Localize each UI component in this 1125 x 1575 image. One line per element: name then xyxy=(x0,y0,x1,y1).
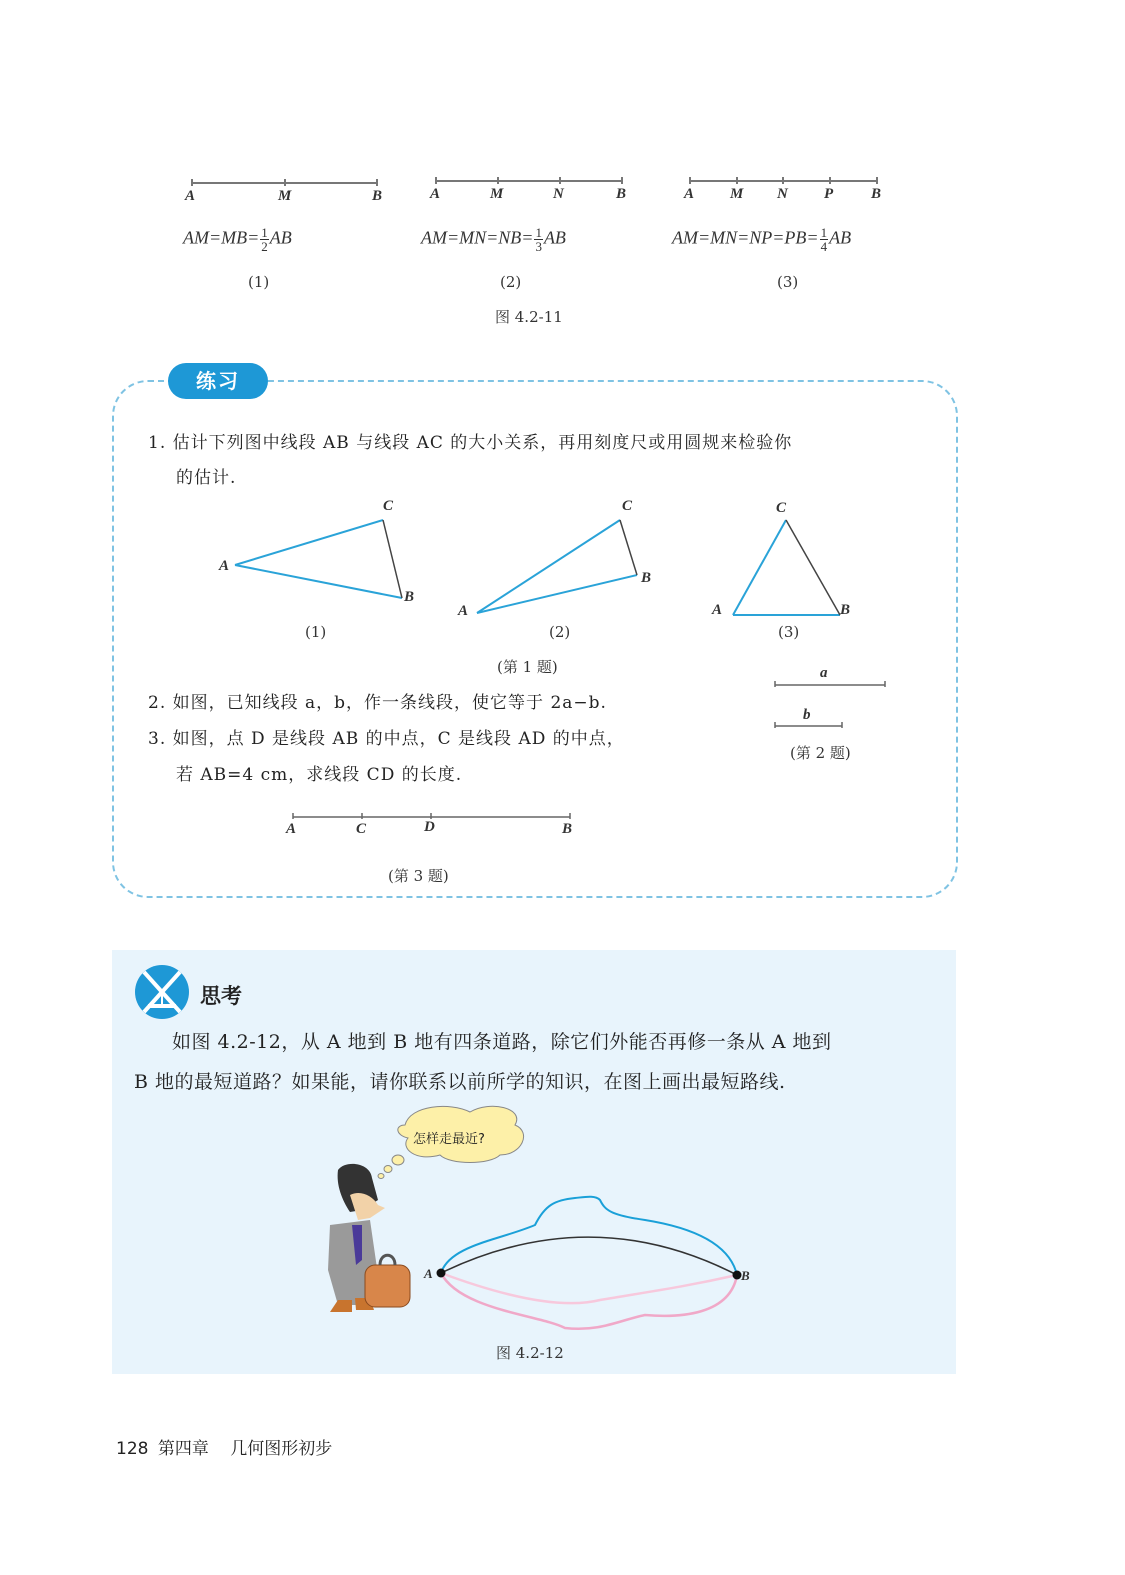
think-title: 思考 xyxy=(200,984,242,1008)
point-label: B xyxy=(616,186,627,202)
point-label: B xyxy=(372,188,383,204)
point-label: B xyxy=(641,570,652,586)
page-number: 128 xyxy=(116,1439,149,1459)
thought-bubble-text: 怎样走最近? xyxy=(413,1132,485,1147)
segment-acdb xyxy=(280,805,590,830)
point-label: A xyxy=(458,603,469,619)
point-label: A xyxy=(185,188,196,204)
think-text-line-1: 如图 4.2-12，从 A 地到 B 地有四条道路，除它们外能否再修一条从 A 地到 xyxy=(172,1031,832,1053)
point-label: D xyxy=(424,819,435,835)
equation-3: AM=MN=NP=PB= $\frac{1}{4}$ AB xyxy=(672,225,852,254)
practice-tab: 练习 xyxy=(168,363,268,399)
point-label: C xyxy=(383,498,394,514)
question-3-line-1: 3. 如图，点 D 是线段 AB 的中点，C 是线段 AD 的中点， xyxy=(148,729,625,749)
page-footer xyxy=(116,1434,332,1459)
equation-1: AM=MB= $\frac{1}{2}$ AB xyxy=(183,225,292,254)
point-label: M xyxy=(730,186,744,202)
figure-caption: (第 3 题) xyxy=(388,867,449,885)
subfigure-label: (1) xyxy=(248,273,270,291)
point-label: C xyxy=(776,500,787,516)
equation-2: AM=MN=NB= $\frac{1}{3}$ AB xyxy=(421,225,566,254)
point-label: N xyxy=(777,186,788,202)
triangle-diagrams xyxy=(0,490,1125,630)
point-b-label: B xyxy=(741,1268,750,1283)
question-2: 2. 如图，已知线段 a，b，作一条线段，使它等于 2a−b. xyxy=(148,693,607,713)
point-label: N xyxy=(553,186,564,202)
chapter-number: 第四章 xyxy=(157,1439,209,1459)
point-label: C xyxy=(622,498,633,514)
think-text-line-2: B 地的最短道路？如果能，请你联系以前所学的知识，在图上画出最短路线. xyxy=(134,1071,786,1093)
point-label: A xyxy=(286,821,297,837)
question-1-line-1: 1. 估计下列图中线段 AB 与线段 AC 的大小关系，再用刻度尺或用圆规来检验你 xyxy=(148,433,793,453)
segment-a-label: a xyxy=(820,665,828,681)
point-a-label: A xyxy=(424,1266,433,1281)
figure-caption: (第 2 题) xyxy=(790,744,851,762)
subfigure-label: (3) xyxy=(778,623,800,641)
point-label: A xyxy=(219,558,230,574)
point-label: M xyxy=(490,186,504,202)
figure-caption: 图 4.2-11 xyxy=(495,308,563,326)
point-label: B xyxy=(871,186,882,202)
subfigure-label: (1) xyxy=(305,623,327,641)
point-label: C xyxy=(356,821,367,837)
question-1-line-2: 的估计. xyxy=(176,468,237,488)
figure-caption: 图 4.2-12 xyxy=(496,1344,564,1362)
point-label: A xyxy=(712,602,723,618)
subfigure-label: (2) xyxy=(549,623,571,641)
point-label: P xyxy=(824,186,834,202)
chapter-title: 几何图形初步 xyxy=(230,1439,333,1459)
segment-b-label: b xyxy=(803,707,811,723)
route-illustration xyxy=(300,1100,780,1340)
point-label: B xyxy=(562,821,573,837)
point-label: B xyxy=(404,589,415,605)
point-label: M xyxy=(278,188,292,204)
point-label: A xyxy=(430,186,441,202)
hourglass-icon xyxy=(134,964,190,1020)
point-label: A xyxy=(684,186,695,202)
figure-caption: (第 1 题) xyxy=(497,658,558,676)
subfigure-label: (3) xyxy=(777,273,799,291)
question-3-line-2: 若 AB=4 cm，求线段 CD 的长度. xyxy=(176,765,463,785)
subfigure-label: (2) xyxy=(500,273,522,291)
point-label: B xyxy=(840,602,851,618)
segments-a-b xyxy=(770,675,900,735)
